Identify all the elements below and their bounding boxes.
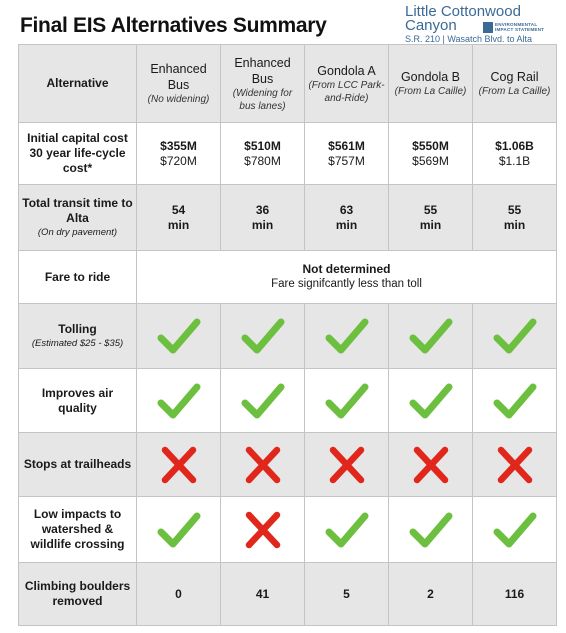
air-quality-cell <box>389 369 473 433</box>
check-icon <box>493 316 537 356</box>
header-col-enhanced-bus-widening <box>221 45 305 123</box>
trailheads-cell <box>389 433 473 497</box>
header-label: Alternative <box>19 45 137 123</box>
row-label-cost: Initial capital cost 30 year life-cycle cost* <box>19 123 137 185</box>
check-icon <box>157 510 201 550</box>
transit-time-cell <box>305 185 389 251</box>
row-label-note: (On dry pavement) <box>37 227 118 238</box>
transit-minutes: 55 <box>423 202 438 217</box>
boulders-count: 2 <box>427 586 434 601</box>
air-quality-cell <box>305 369 389 433</box>
logo-eis-badge <box>483 22 561 33</box>
header-col-cog-rail <box>473 45 557 123</box>
trailheads-cell <box>305 433 389 497</box>
cost-cell <box>305 123 389 185</box>
row-label-fare: Fare to ride <box>19 251 137 304</box>
transit-unit: min <box>251 217 274 232</box>
header-col-gondola-a <box>305 45 389 123</box>
trailheads-row <box>19 433 557 497</box>
tolling-cell <box>221 304 305 369</box>
column-note: (No widening) <box>147 94 210 105</box>
column-name: Enhanced Bus <box>150 62 207 92</box>
lifecycle-cost: $757M <box>328 153 365 168</box>
cost-row <box>19 123 557 185</box>
capital-cost: $510M <box>244 138 281 153</box>
transit-time-cell <box>389 185 473 251</box>
column-name: Enhanced Bus <box>234 55 291 86</box>
tolling-cell <box>473 304 557 369</box>
capital-cost: $550M <box>412 138 449 153</box>
transit-unit: min <box>419 217 442 232</box>
check-icon <box>157 381 201 421</box>
boulders-count: 0 <box>175 586 182 601</box>
logo-title-line1: Little Cottonwood <box>405 3 521 20</box>
alternatives-table <box>18 44 557 626</box>
boulders-count: 41 <box>255 586 270 601</box>
transit-time-row <box>19 185 557 251</box>
transit-minutes: 55 <box>507 202 522 217</box>
cost-cell <box>221 123 305 185</box>
tolling-row <box>19 304 557 369</box>
watershed-cell <box>305 497 389 563</box>
check-icon <box>241 381 285 421</box>
boulders-cell <box>137 563 221 626</box>
capital-cost: $1.06B <box>495 138 534 153</box>
boulders-cell <box>221 563 305 626</box>
air-quality-cell <box>221 369 305 433</box>
fare-status: Not determined <box>302 262 391 276</box>
check-icon <box>409 510 453 550</box>
transit-time-cell <box>221 185 305 251</box>
capital-cost: $355M <box>160 138 197 153</box>
boulders-count: 116 <box>504 586 525 601</box>
check-icon <box>409 381 453 421</box>
header-row <box>19 45 557 123</box>
cross-icon <box>241 510 285 550</box>
row-label-text: Tolling <box>58 322 97 336</box>
fare-cell <box>137 251 557 304</box>
cost-cell <box>137 123 221 185</box>
logo-subtitle: S.R. 210 | Wasatch Blvd. to Alta <box>405 34 533 44</box>
cross-icon <box>325 445 369 485</box>
watershed-cell <box>137 497 221 563</box>
page-title: Final EIS Alternatives Summary <box>20 14 327 37</box>
capital-cost: $561M <box>328 138 365 153</box>
column-note: (From La Caille) <box>478 86 551 97</box>
header-col-gondola-b <box>389 45 473 123</box>
boulders-row <box>19 563 557 626</box>
column-name: Gondola A <box>317 63 376 78</box>
row-label-boulders: Climbing boulders removed <box>19 563 137 626</box>
row-label-watershed: Low impacts to watershed & wildlife crossing <box>19 497 137 563</box>
check-icon <box>241 316 285 356</box>
boulders-count: 5 <box>343 586 350 601</box>
transit-unit: min <box>335 217 358 232</box>
cross-icon <box>157 445 201 485</box>
watershed-cell <box>221 497 305 563</box>
row-label-tolling <box>19 304 137 369</box>
transit-minutes: 36 <box>255 202 270 217</box>
check-icon <box>409 316 453 356</box>
row-label-trailheads: Stops at trailheads <box>19 433 137 497</box>
air-quality-cell <box>473 369 557 433</box>
air-quality-cell <box>137 369 221 433</box>
check-icon <box>157 316 201 356</box>
fare-note: Fare signifcantly less than toll <box>271 278 422 290</box>
boulders-cell <box>305 563 389 626</box>
trailheads-cell <box>137 433 221 497</box>
tolling-cell <box>137 304 221 369</box>
fare-row <box>19 251 557 304</box>
lifecycle-cost: $569M <box>412 153 449 168</box>
cost-cell <box>389 123 473 185</box>
row-label-air-quality: Improves air quality <box>19 369 137 433</box>
header-col-enhanced-bus <box>137 45 221 123</box>
row-label-transit-time <box>19 185 137 251</box>
trailheads-cell <box>221 433 305 497</box>
check-icon <box>325 510 369 550</box>
column-note: (From LCC Park-and-Ride) <box>308 79 385 104</box>
logo-eis-line1: ENVIRONMENTAL <box>495 22 538 27</box>
tolling-cell <box>305 304 389 369</box>
lifecycle-cost: $780M <box>244 153 281 168</box>
boulders-cell <box>389 563 473 626</box>
cross-icon <box>409 445 453 485</box>
column-note: (From La Caille) <box>394 86 467 97</box>
column-name: Cog Rail <box>490 70 539 84</box>
row-label-note: (Estimated $25 - $35) <box>31 338 124 349</box>
watershed-row <box>19 497 557 563</box>
check-icon <box>493 381 537 421</box>
watershed-cell <box>473 497 557 563</box>
cost-cell <box>473 123 557 185</box>
watershed-cell <box>389 497 473 563</box>
column-note: (Widening for bus lanes) <box>232 87 293 112</box>
transit-minutes: 63 <box>339 202 354 217</box>
column-name: Gondola B <box>400 70 461 84</box>
check-icon <box>325 316 369 356</box>
transit-time-cell <box>137 185 221 251</box>
cross-icon <box>493 445 537 485</box>
transit-unit: min <box>503 217 526 232</box>
trailheads-cell <box>473 433 557 497</box>
row-label-text: Total transit time to Alta <box>22 196 133 225</box>
air-quality-row <box>19 369 557 433</box>
cross-icon <box>241 445 285 485</box>
boulders-cell <box>473 563 557 626</box>
logo-title-line2: Canyon <box>405 17 457 34</box>
transit-minutes: 54 <box>171 202 186 217</box>
check-icon <box>325 381 369 421</box>
check-icon <box>493 510 537 550</box>
lifecycle-cost: $720M <box>160 153 197 168</box>
transit-unit: min <box>167 217 190 232</box>
lifecycle-cost: $1.1B <box>498 153 531 168</box>
project-logo <box>403 4 563 48</box>
transit-time-cell <box>473 185 557 251</box>
logo-eis-line2: IMPACT STATEMENT <box>495 27 545 33</box>
tolling-cell <box>389 304 473 369</box>
